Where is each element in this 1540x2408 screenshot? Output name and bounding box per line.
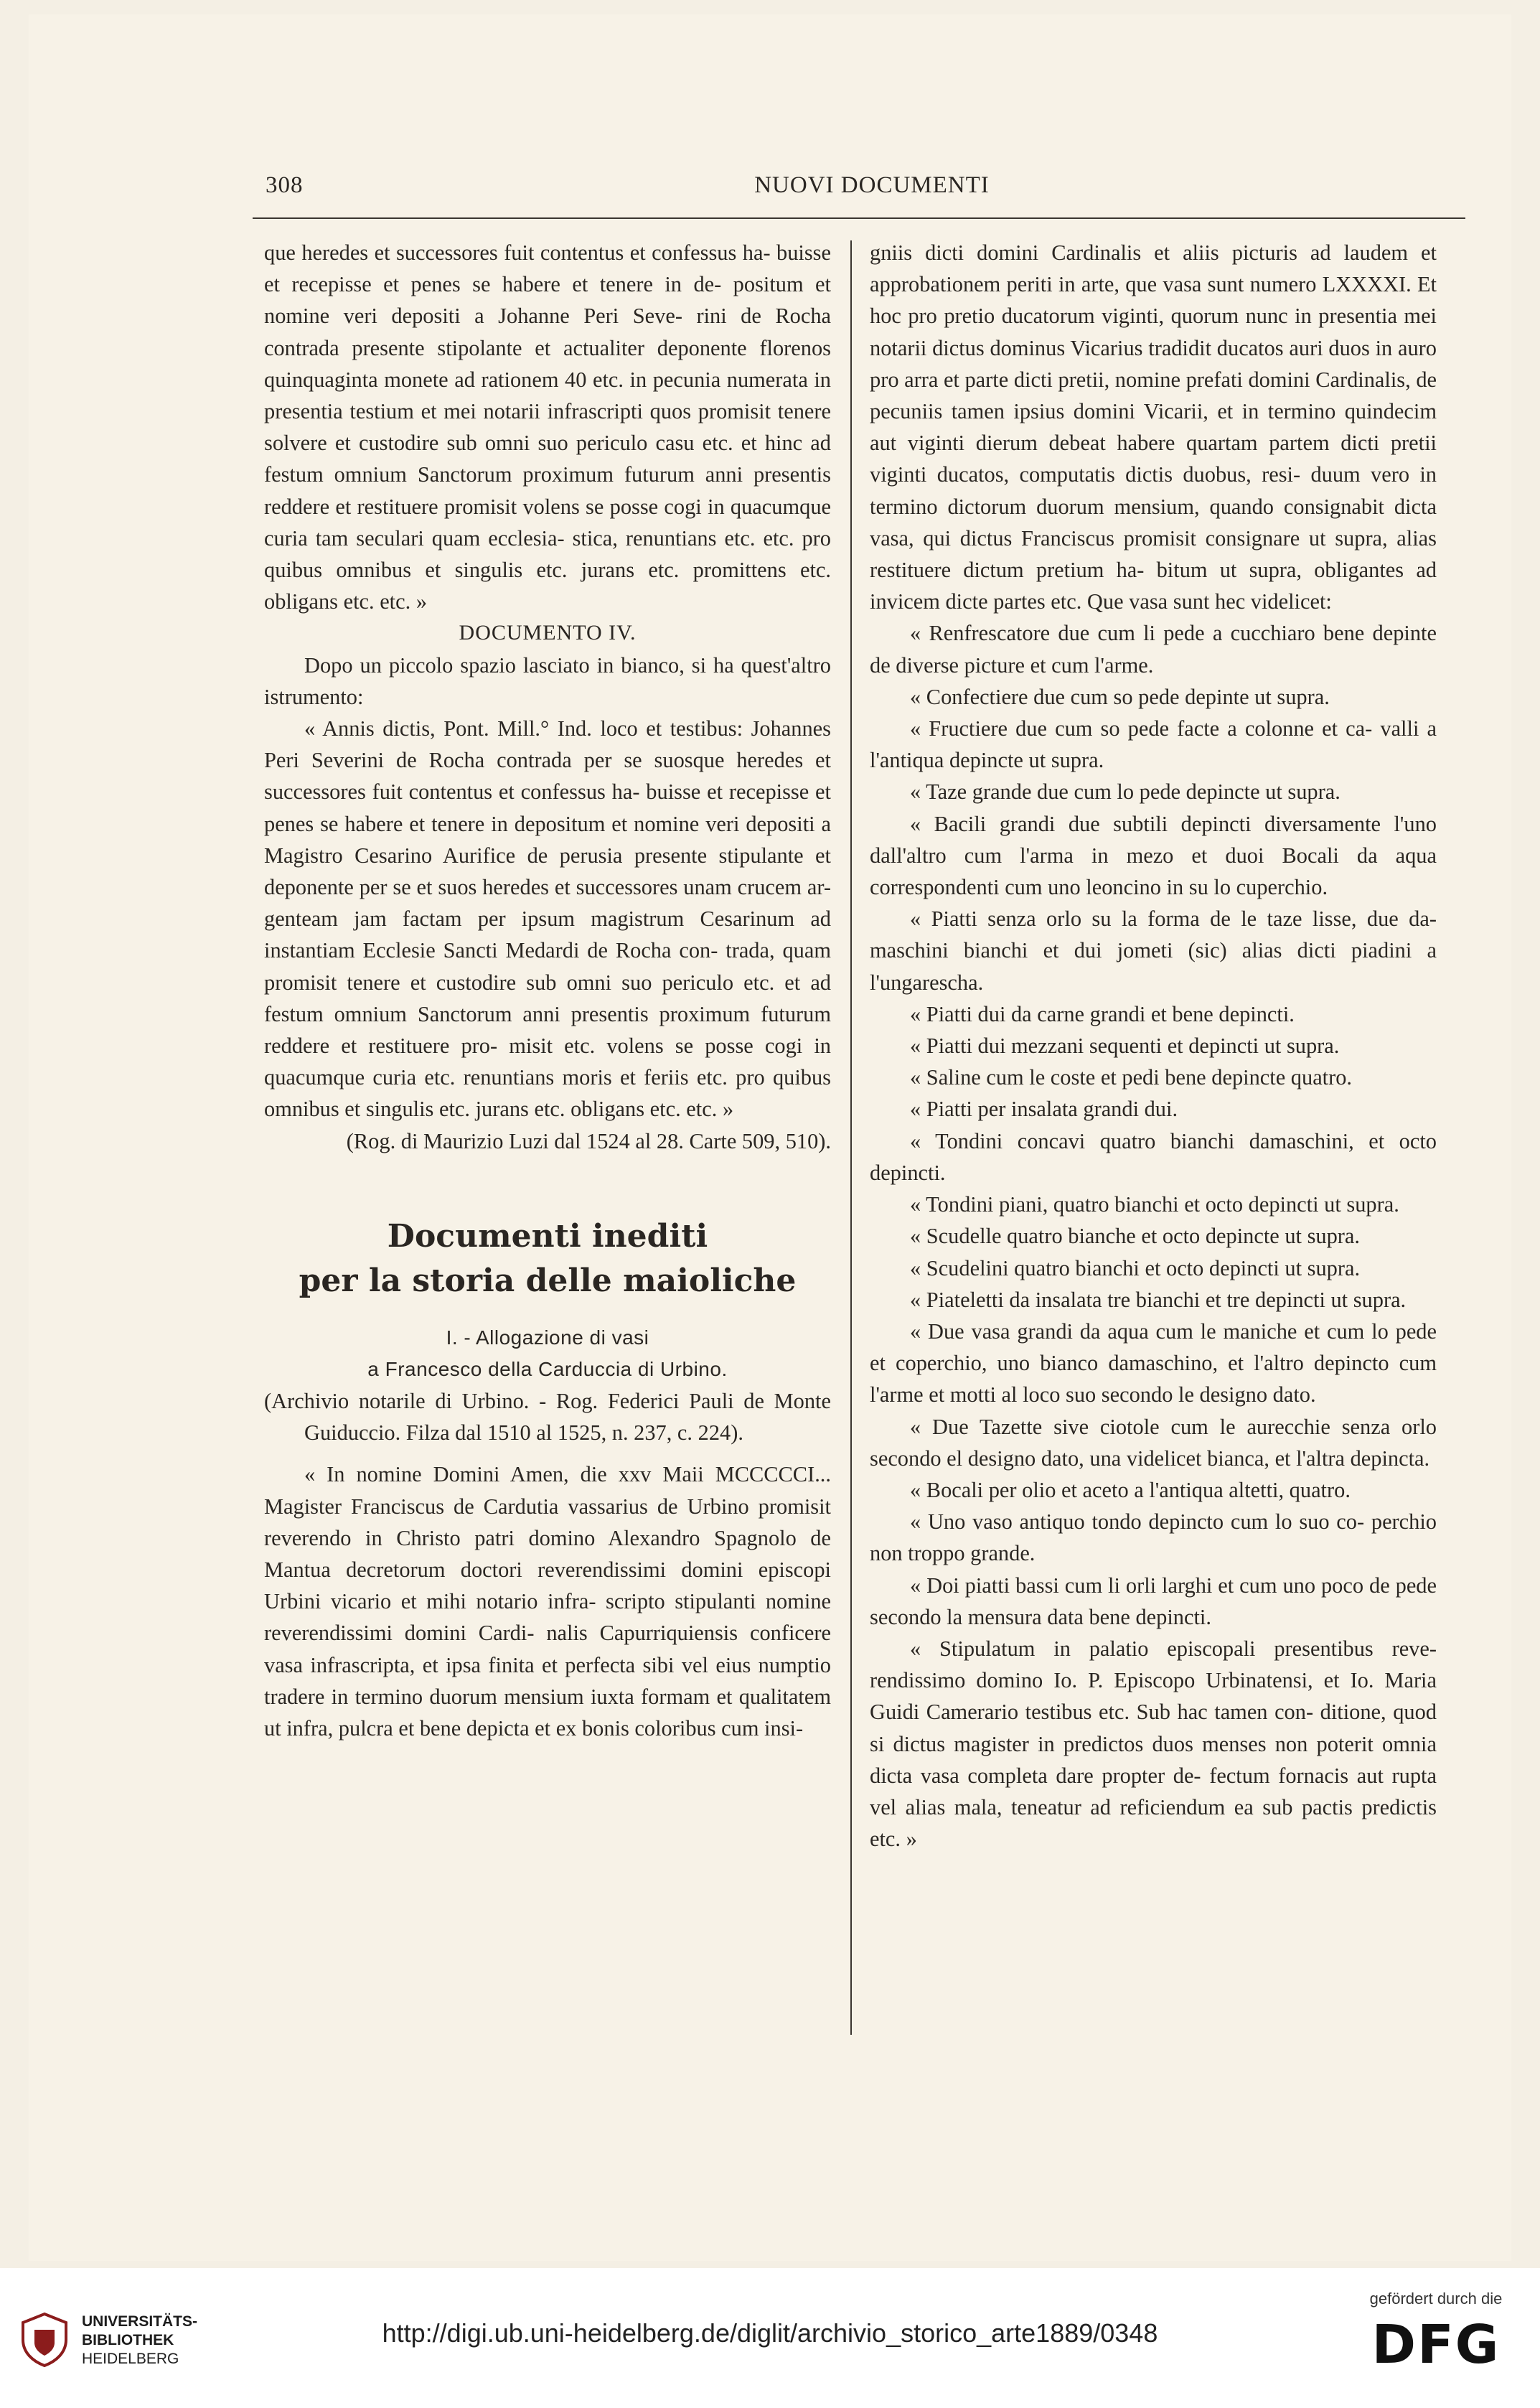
- list-item: « Bacili grandi due subtili depincti diversamente l'uno dall'altro cum l'arma in mezo et duoi Bocali da aqua correspondenti cum uno leoncino in su lo cuperchio.: [870, 811, 1437, 900]
- list-item: « Scudelle quatro bianche et octo depincte ut supra.: [910, 1224, 1361, 1249]
- list-item: « Due Tazette sive ciotole cum le aurecchie senza orlo secondo el designo dato, una videlicet bianca, et l'altra depincta.: [870, 1414, 1437, 1471]
- article-title-line: Documenti inediti: [387, 1217, 708, 1255]
- header-rule: [253, 217, 1465, 219]
- list-item: « Piatti dui da carne grandi et bene depincti.: [910, 1001, 1295, 1026]
- list-item: « Doi piatti bassi cum li orli larghi et cum uno poco de pede secondo la mensura data bene depincti.: [870, 1573, 1437, 1629]
- subtitle-line: I. - Allogazione di vasi: [446, 1326, 649, 1349]
- list-item: « Taze grande due cum lo pede depincte ut supra.: [910, 779, 1341, 805]
- page-number: 308: [266, 172, 304, 198]
- list-item: « Renfrescatore due cum li pede a cucchiaro bene depinte de diverse picture et cum l'arme.: [870, 621, 1437, 678]
- archive-reference: (Archivio notarile di Urbino. - Rog. Federici Pauli de Monte Guiduccio. Filza dal 1510 al 1525, n. 237, c. 224).: [264, 1388, 831, 1446]
- paragraph: Dopo un piccolo spazio lasciato in bianco, si ha quest'altro istrumento:: [264, 652, 831, 709]
- list-item: « Stipulatum in palatio episcopali presentibus reve- rendissimo domino Io. P. Episcopo Urbinatensi, et Io. Maria Guidi Camerario testibus etc. Sub hac tamen con- ditione, quod si dictus magister in predictos duos menses non poterit omnia dicta vasa completa dare propter de- fectum fornacis aut rupta vel alias mala, teneatur ad reficiendum ea sub pactis predictis etc. »: [870, 1636, 1437, 1852]
- list-item: « Confectiere due cum so pede depinte ut supra.: [910, 684, 1330, 709]
- funded-by-text: gefördert durch die: [1369, 2290, 1503, 2308]
- running-header: [244, 172, 1500, 215]
- right-column: [870, 237, 1437, 1855]
- list-item: « Bocali per olio et aceto a l'antiqua altetti, quatro.: [910, 1477, 1351, 1502]
- list-item: « Piatti dui mezzani sequenti et depincti ut supra.: [910, 1034, 1340, 1059]
- article-subtitle: [264, 1322, 831, 1385]
- list-item: « Uno vaso antiquo tondo depincto cum lo suo co- perchio non troppo grande.: [870, 1509, 1437, 1566]
- section-heading: DOCUMENTO IV.: [459, 621, 637, 645]
- citation: (Rog. di Maurizio Luzi dal 1524 al 28. Carte 509, 510).: [346, 1128, 831, 1153]
- list-item: « Tondini concavi quatro bianchi damaschini, et octo depincti.: [870, 1128, 1437, 1185]
- article-title: [264, 1214, 831, 1303]
- paragraph: « Annis dictis, Pont. Mill.° Ind. loco et testibus: Johannes Peri Severini de Rocha contrada per se suosque heredes et successores fuit contentus et confessus ha- buisse et recepisse et penes se habere et tenere in depositum et nomine veri depositi a Magistro Cesarino Aurifice de perusia presente stipulante et deponente per se et suos heredes et successores unam crucem ar- genteam jam factam per ipsum magistrum Cesarinum ad instantiam Ecclesie Sancti Medardi de Rocha con- trada, quam promisit tenere et custodire sub omni suo periculo etc. et ad festum omnium Sanctorum anni presentis proximum futurum reddere et restituere pro- misit etc. volens se posse cogi in quacumque curia etc. renuntians moris et feriis etc. pro quibus omnibus et singulis etc. jurans etc. obligans etc. etc. »: [264, 716, 831, 1122]
- paragraph: « In nomine Domini Amen, die xxv Maii MCCCCCI... Magister Franciscus de Cardutia vassarius de Urbino promisit reverendo in Christo patri domino Alexandro Spagnolo de Mantua decretorum doctori reverendissimi domini episcopi Urbini vicario et mihi notario infra- scripto stipulanti nomine reverendissimi domini Cardi- nalis Capurriquiensis conficere vasa infrascripta, et ipsa finita et perfecta sibi vel eius numptio tradere in termino duorum mensium iuxta formam et qualitatem ut infra, pulcra et bene depicta et ex bonis coloribus cum insi-: [264, 1462, 831, 1741]
- list-item: « Saline cum le coste et pedi bene depincte quatro.: [910, 1065, 1353, 1090]
- running-title: NUOVI DOCUMENTI: [754, 172, 990, 198]
- list-item: « Piateletti da insalata tre bianchi et tre depincti ut supra.: [910, 1287, 1407, 1312]
- paragraph: que heredes et successores fuit contentus et confessus ha- buisse et recepisse et penes se habere et tenere in de- positum et nomine veri depositi a Johanne Peri Seve- rini de Rocha contrada presente stipolante et actualiter deponente florenos quinquaginta monete ad rationem 40 etc. in pecunia numerata in presentia testium et mei notarii infrascripti quos promisit tenere solvere et custodire sub omni suo periculo casu etc. et hinc ad festum omnium Sanctorum proximum futurum anni presentis reddere et restituere promisit volens se posse cogi in quacumque curia tam seculari quam ecclesia- stica, renuntians etc. etc. pro quibus omnibus et singulis etc. jurans etc. promittens etc. obligans etc. etc. »: [264, 240, 831, 614]
- list-item: « Piatti per insalata grandi dui.: [910, 1097, 1178, 1122]
- footer-bar: [0, 2268, 1540, 2408]
- item-list: [870, 617, 1437, 1855]
- article-title-line: per la storia delle maioliche: [299, 1262, 797, 1299]
- source-url-link[interactable]: http://digi.ub.uni-heidelberg.de/diglit/archivio_storico_arte1889/0348: [382, 2318, 1158, 2348]
- funding-note: [1353, 2290, 1518, 2376]
- library-name-line: UNIVERSITÄTS-: [82, 2313, 198, 2330]
- list-item: « Fructiere due cum so pede facte a colonne et ca- valli a l'antiqua depincte ut supra.: [870, 716, 1437, 773]
- library-name-line: BIBLIOTHEK: [82, 2332, 174, 2348]
- dfg-logo: DFG: [1371, 2314, 1501, 2376]
- list-item: « Scudelini quatro bianchi et octo depincti ut supra.: [910, 1255, 1361, 1280]
- subtitle-line: a Francesco della Carduccia di Urbino.: [367, 1357, 728, 1380]
- list-item: « Due vasa grandi da aqua cum le maniche et cum lo pede et coperchio, uno bianco damaschino, et l'altro depincto cum l'arme et motti al loco suo secondo le designo dato.: [870, 1318, 1437, 1407]
- column-divider: [850, 240, 852, 2035]
- paragraph: gniis dicti domini Cardinalis et aliis picturis ad laudem et approbationem periti in arte, que vasa sunt numero LXXXXI. Et hoc pro pretio ducatorum viginti, quorum nunc in presentia mei notarii dictus dominus Vicarius tradidit ducatos auri duos in auro pro arra et parte dicti pretii, nomine prefati domini Cardinalis, de pecuniis tamen ipsius domini Vicarii, et in termino quindecim aut viginti dierum debeat habere quartam partem dicti pretii viginti ducatos, computatis dictis duobus, resi- duum vero in termino dictorum duorum mensium, quando consignabit dicta vasa, qui dictus Franciscus promisit consignare ut supra, alias restituere dictum pretium ha- bitum ut supra, obligantes ad invicem dicte partes etc. Que vasa sunt hec videlicet:: [870, 240, 1437, 614]
- list-item: « Tondini piani, quatro bianchi et octo depincti ut supra.: [910, 1192, 1399, 1217]
- library-name-line: HEIDELBERG: [82, 2351, 179, 2367]
- list-item: « Piatti senza orlo su la forma de le taze lisse, due da- maschini bianchi et dui jometi (sic) alias dicti piadini a l'ungarescha.: [870, 906, 1437, 995]
- left-column: [264, 237, 831, 1744]
